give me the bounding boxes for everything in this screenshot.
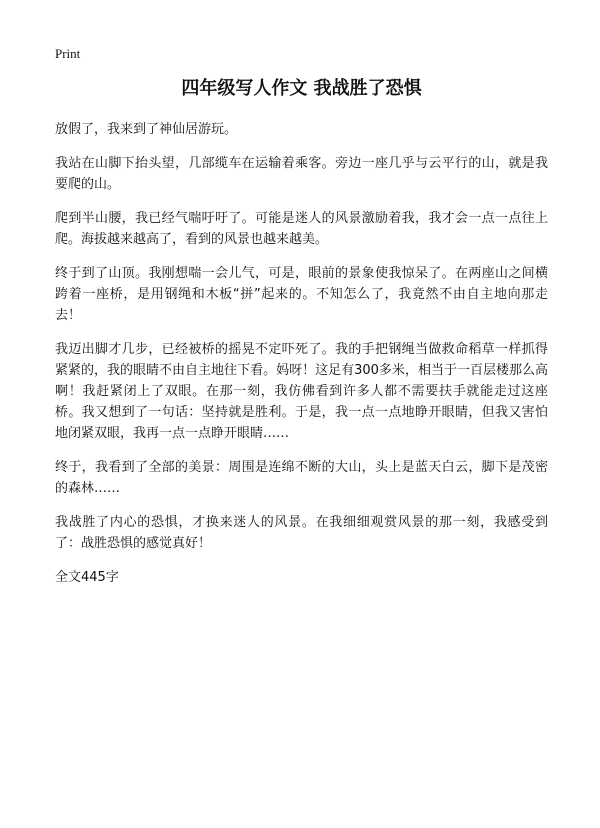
- article-paragraph: 放假了，我来到了神仙居游玩。: [55, 122, 238, 137]
- article-title: 四年级写人作文 我战胜了恐惧: [181, 78, 422, 99]
- article-paragraph: 我迈出脚才几步，已经被桥的摇晃不定吓死了。我的手把钢绳当做救命稻草一样抓得紧紧的，我的眼睛不由自主地往下看。妈呀！这足有300多米，相当于一百层楼那么高啊！我赶紧闭上了双眼。在那一刻，我仿佛看到许多人都不需要扶手就能走过这座桥。我又想到了一句话：坚持就是胜利。于是，我一点一点地睁开眼睛，但我又害怕地闭紧双眼，我再一点一点睁开眼睛……: [55, 342, 548, 441]
- article-paragraph: 终于，我看到了全部的美景：周围是连绵不断的大山，头上是蓝天白云，脚下是茂密的森林……: [55, 460, 548, 496]
- word-count: 全文445字: [55, 570, 119, 585]
- article-paragraph: 爬到半山腰，我已经气喘吁吁了。可能是迷人的风景激励着我，我才会一点一点往上爬。海拔越来越高了，看到的风景也越来越美。: [55, 211, 548, 247]
- print-link[interactable]: Print: [55, 46, 81, 61]
- article-paragraph: 终于到了山顶。我刚想喘一会儿气，可是，眼前的景象使我惊呆了。在两座山之间横跨着一座桥，是用钢绳和木板“拼”起来的。不知怎么了，我竟然不由自主地向那走去！: [55, 266, 548, 323]
- article-body: [55, 119, 548, 554]
- article-paragraph: 我站在山脚下抬头望，几部缆车在运输着乘客。旁边一座几乎与云平行的山，就是我要爬的山。: [55, 156, 548, 192]
- article-paragraph: 我战胜了内心的恐惧，才换来迷人的风景。在我细细观赏风景的那一刻，我感受到了：战胜恐惧的感觉真好！: [55, 515, 548, 551]
